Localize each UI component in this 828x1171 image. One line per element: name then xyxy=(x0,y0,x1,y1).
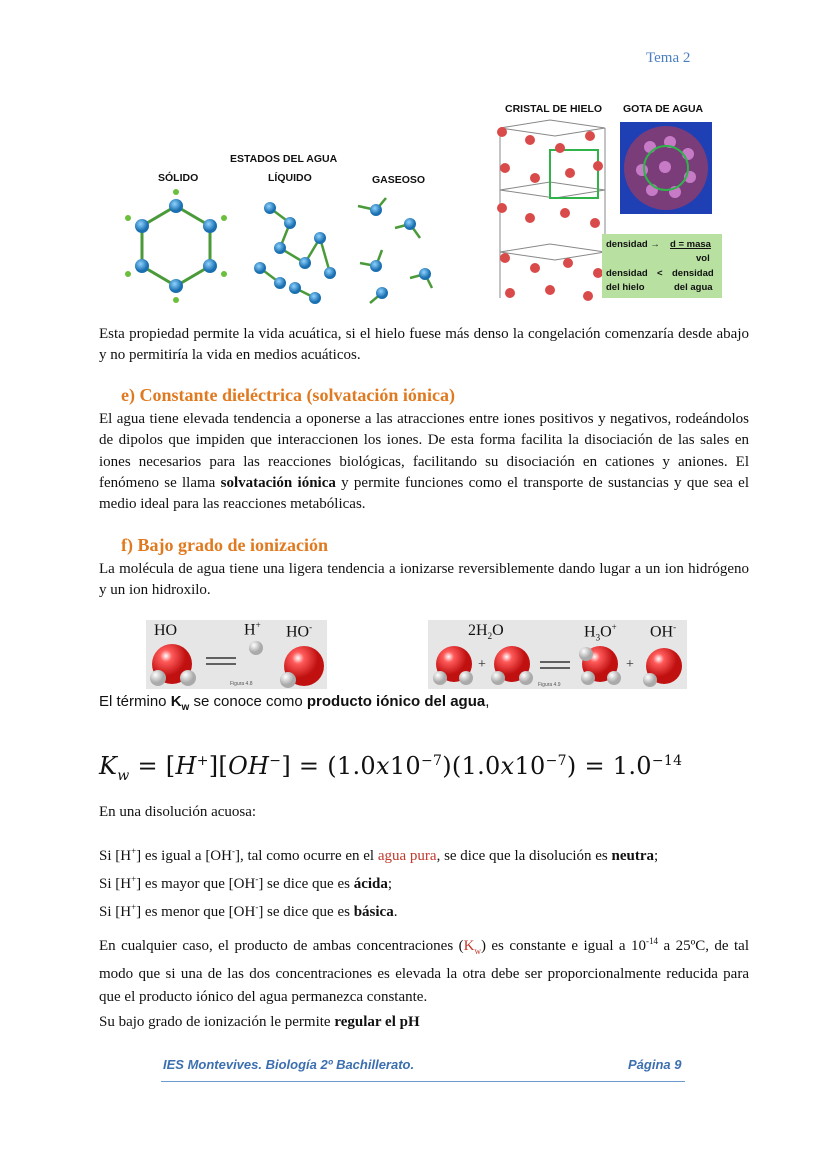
cond-basic: Si [H+] es menor que [OH-] se dice que es básica. xyxy=(99,902,398,920)
density-compare-1: densidad xyxy=(606,268,648,279)
footer-page: Página 9 xyxy=(628,1057,682,1072)
bold-solvatacion: solvatación iónica xyxy=(220,474,336,491)
ion2-h2o: $2H_2O$ xyxy=(468,622,504,642)
ion1-oh: HO- xyxy=(286,622,313,641)
density-ice: del hielo xyxy=(606,282,645,293)
density-compare-op: < xyxy=(657,268,663,279)
solid-label: SÓLIDO xyxy=(158,172,199,184)
ionization-figure-2 xyxy=(428,620,687,689)
liquid-label: LÍQUIDO xyxy=(268,172,312,184)
density-vol: vol xyxy=(696,253,710,264)
heading-e: e) Constante dieléctrica (solvatación iónica) xyxy=(121,385,455,405)
disol-text: En una disolución acuosa: xyxy=(99,804,257,820)
para-life: Esta propiedad permite la vida acuática, si el hielo fuese más denso la congelación comenzaría desde abajo y no permitiría la vida en medios acuáticos. xyxy=(99,326,749,364)
states-figure xyxy=(120,150,450,310)
ice-figure xyxy=(490,100,730,305)
para-f: La molécula de agua tiene una ligera tendencia a ionizarse reversiblemente dando lugar a un ion hidrógeno y un ion hidroxilo. xyxy=(99,561,749,599)
density-water: del agua xyxy=(674,282,713,293)
footer-rule xyxy=(161,1081,685,1082)
density-label: densidad → xyxy=(606,239,660,250)
drop-label: GOTA DE AGUA xyxy=(623,103,704,115)
ion2-caption: Figura 4.9 xyxy=(538,682,561,688)
ion1-ho: HO xyxy=(154,622,178,639)
drop-box xyxy=(620,122,712,214)
para-any-case: En cualquier caso, el producto de ambas concentraciones $(K_w)$ es constante e igual a $10^{-14}$ a 25ºC, de tal modo que si una de las dos concentraciones es elevada la otra debe ser proporcionalmente reducida para que el producto iónico del agua permanezca constante. xyxy=(99,936,749,1005)
ice-lattice-drawing xyxy=(490,118,615,304)
ionization-figure-1 xyxy=(146,620,327,689)
crystal-label: CRISTAL DE HIELO xyxy=(505,103,603,115)
molecules-drawing xyxy=(120,188,450,308)
kw-formula: $K_w = [H^+][OH^-] = (1.0x10^{-7})(1.0x10^{-7}) = 1.0^{-14}$ xyxy=(99,752,683,784)
cond-acid: Si [H+] es mayor que [OH-] se dice que es ácida; xyxy=(99,874,393,892)
density-compare-2: densidad xyxy=(672,268,714,279)
states-title: ESTADOS DEL AGUA xyxy=(230,153,338,165)
ion2-h3o: $H_3O^+$ xyxy=(584,622,617,643)
density-formula: d = masa xyxy=(670,239,711,250)
page-topic: Tema 2 xyxy=(646,50,691,66)
para-e: El agua tiene elevada tendencia a oponerse a las atracciones entre iones positivos y negativos, rodeándolos de dipolos que impiden que interaccionen los iones. De esta forma facilita la disociación de las sales en iones necesarios para las reacciones biológicas, facilitando su disociación en cationes y aniones. El fenómeno se llama solvatación iónica y permite funciones como el transporte de sustancias y que sea el medio ideal para las reacciones metabólicas. xyxy=(99,411,749,513)
ion1-h: H+ xyxy=(244,620,261,639)
para-last: Su bajo grado de ionización le permite regular el pH xyxy=(99,1014,420,1030)
ion2-oh: OH- xyxy=(650,622,677,641)
svg-text:+: + xyxy=(626,657,634,672)
gas-label: GASEOSO xyxy=(372,174,426,186)
kw-bold: producto iónico del agua xyxy=(306,693,486,710)
cond-neutral: Si [H+] es igual a [OH-], tal como ocurre en el agua pura, se dice que la disolución es neutra; xyxy=(99,846,659,864)
density-box xyxy=(602,234,722,298)
kw-line: El término $K_w$ se conoce como producto iónico del agua, xyxy=(99,693,490,713)
heading-f: f) Bajo grado de ionización xyxy=(121,535,328,555)
ion1-caption: Figura 4.8 xyxy=(230,681,253,687)
svg-text:+: + xyxy=(478,657,486,672)
footer-left: IES Montevives. Biología 2º Bachillerato. xyxy=(163,1057,415,1072)
